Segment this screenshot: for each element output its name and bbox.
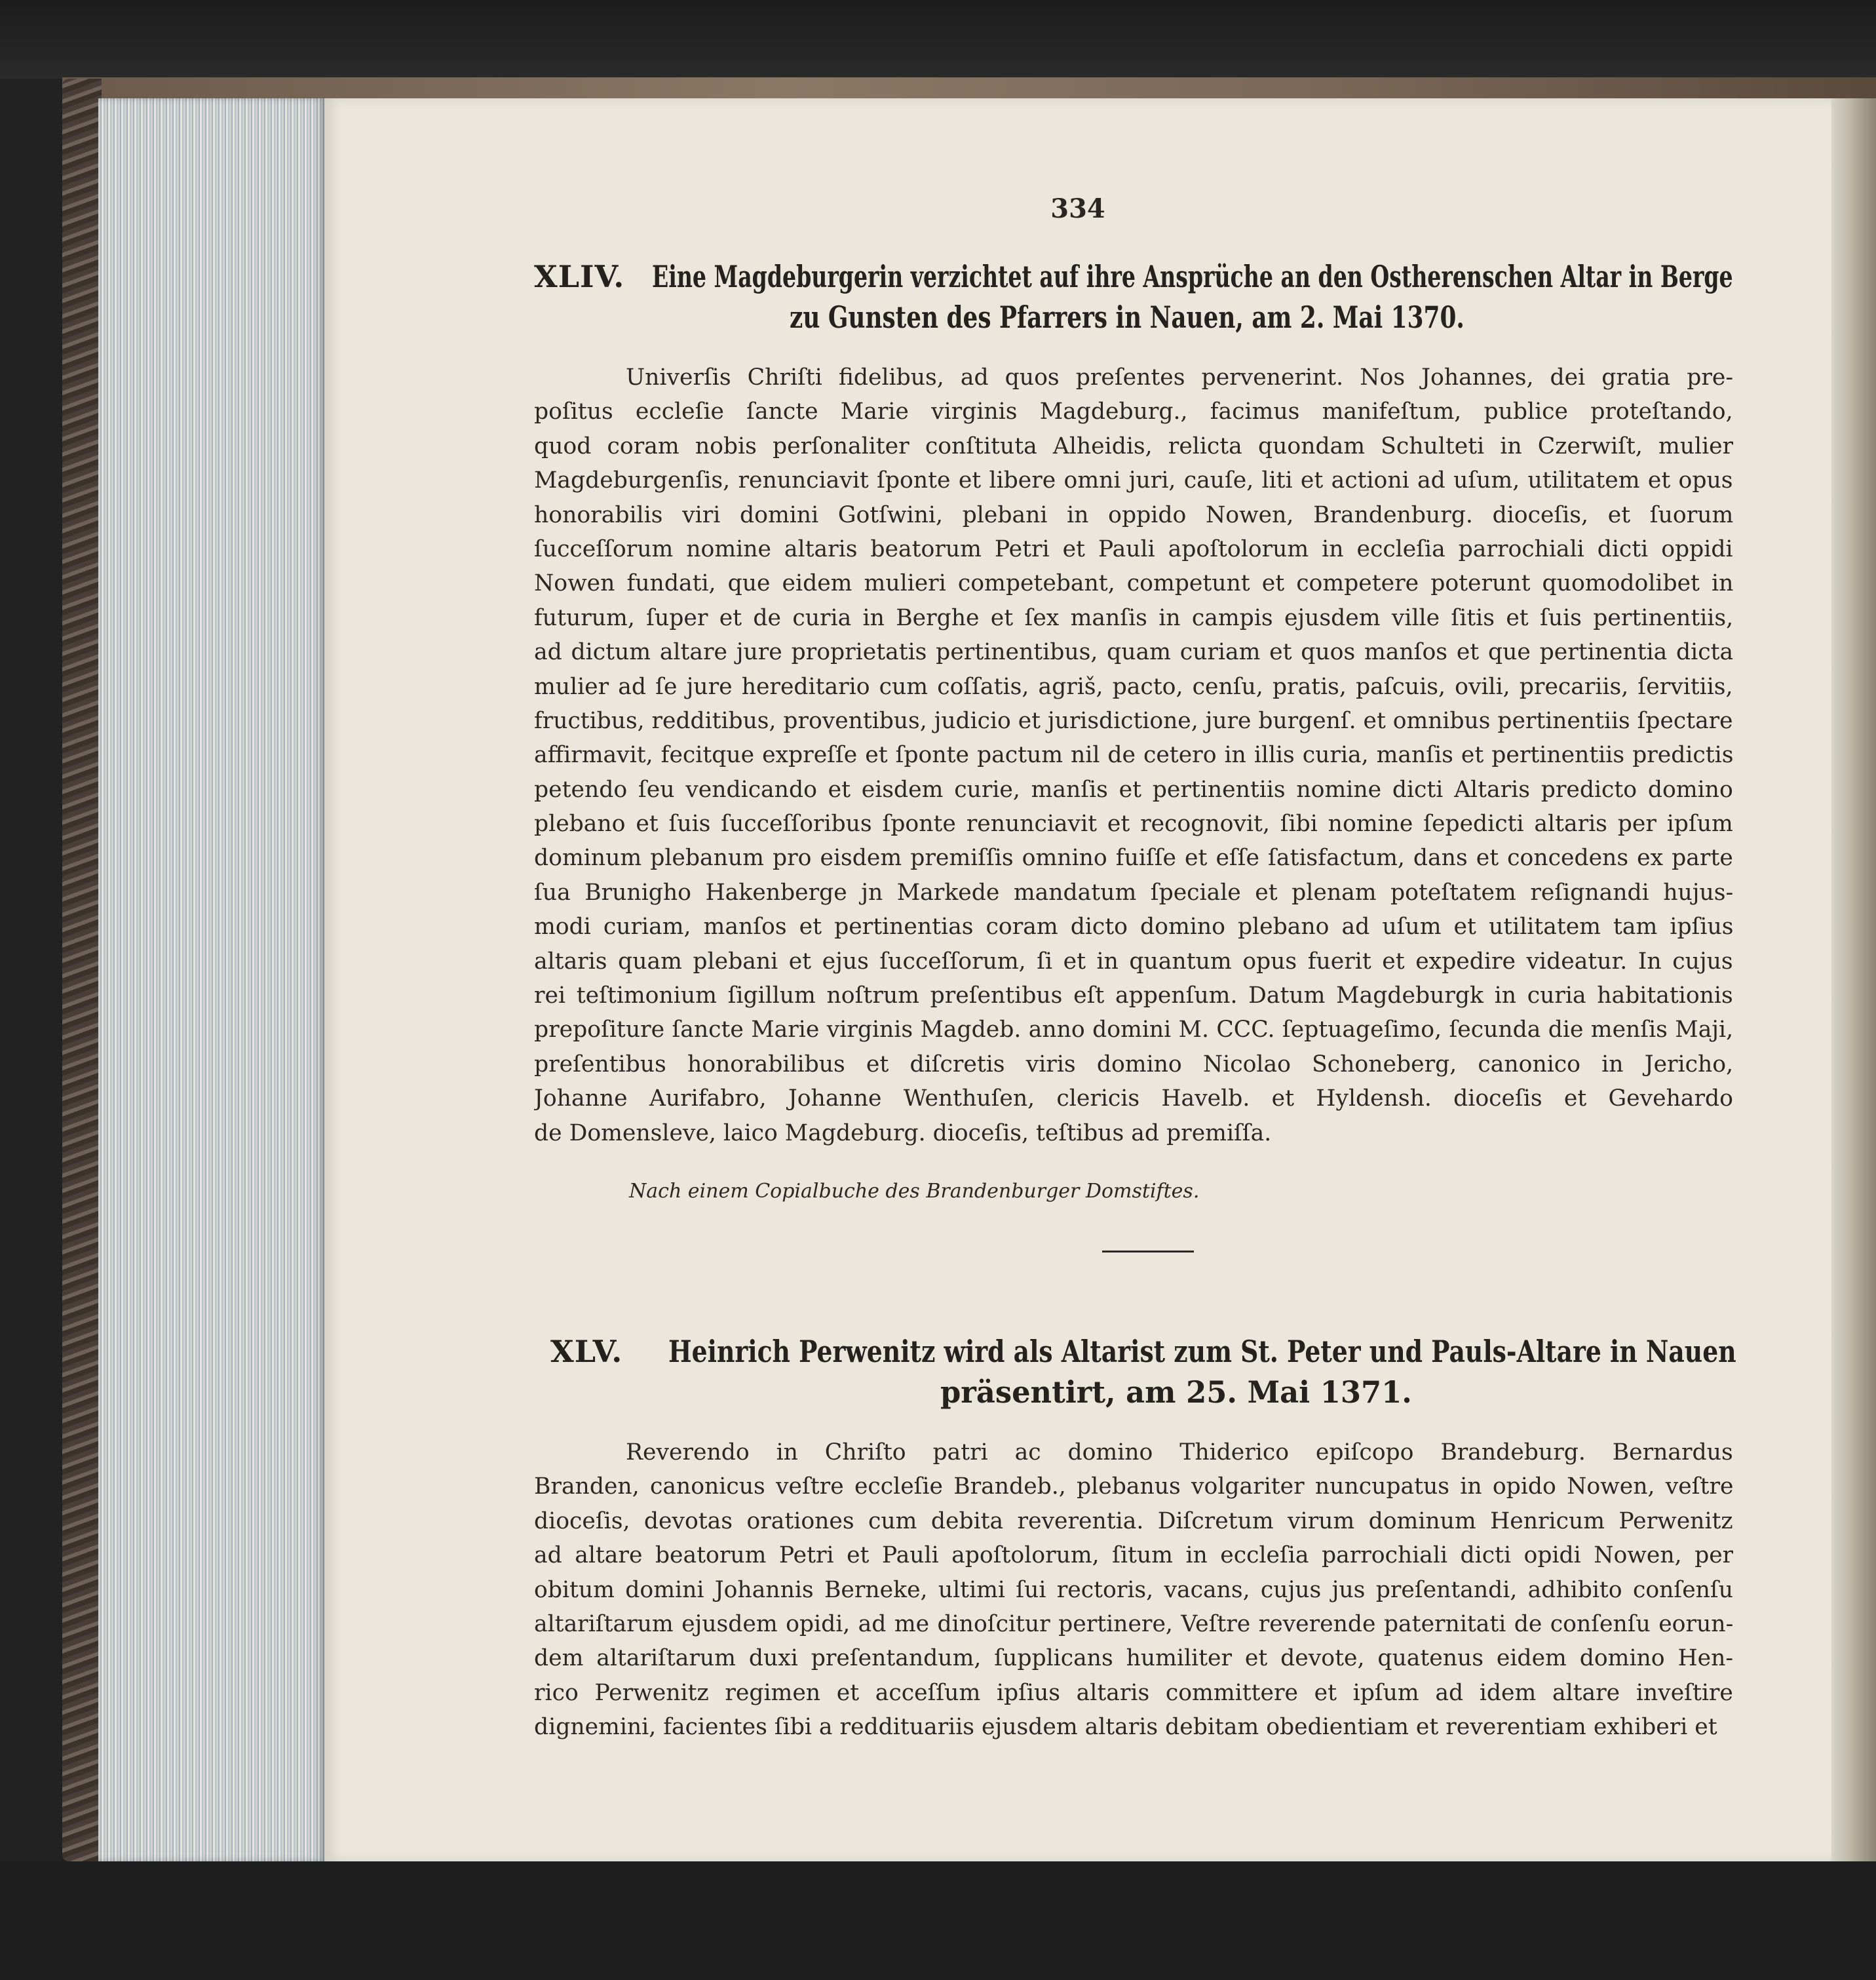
doc2-text (534, 1435, 1733, 1745)
page-block-edges (98, 98, 324, 1861)
section-divider (1102, 1251, 1194, 1252)
doc2-number: XLV. (550, 1334, 623, 1369)
doc1-text-line: plebano et ſuis ſucceſſoribus ſponte renunciavit et recognovit, ſibi nomine ſepedicti altaris per ipſum (534, 811, 1733, 838)
doc1-text-line: Magdeburgenſis, renunciavit ſponte et libere omni juri, cauſe, liti et actioni ad uſum, utilitatem et opus (534, 467, 1733, 494)
doc2-heading (550, 1334, 1736, 1419)
doc2-text-line: dignemini, facientes ſibi a reddituariis ejusdem altaris debitam obedientiam et reverentiam exhiberi et (534, 1714, 1717, 1741)
doc2-text-line: ad altare beatorum Petri et Pauli apoſtolorum, ſitum in eccleſia parrochiali dicti opidi Nowen, per (534, 1542, 1733, 1569)
doc2-text-line: dem altariſtarum duxi preſentandum, ſupplicans humiliter et devote, quatenus eidem domino Hen- (534, 1645, 1733, 1672)
doc2-text-line: rico Perwenitz regimen et acceſſum ipſius altaris committere et ipſum ad idem altare inveſtire (534, 1679, 1733, 1706)
doc1-title-line1: Eine Magdeburgerin verzichtet auf ihre Ansprüche an den Ostherenschen Altar in Berge (652, 259, 1733, 294)
background-bottom (0, 1861, 1876, 1980)
doc1-heading (534, 259, 1733, 344)
marbled-cover-edge (62, 79, 102, 1861)
doc1-text-line: de Domensleve, laico Magdeburg. dioceſis, teſtibus ad premiſſa. (534, 1119, 1272, 1146)
doc1-text-line: altaris quam plebani et ejus ſucceſſorum, ſi et in quantum opus fuerit et expedire videatur. In cujus (534, 948, 1733, 975)
doc1-text-line: ſua Brunigho Hakenberge jn Markede mandatum ſpeciale et plenam poteſtatem reſignandi hujus- (534, 879, 1733, 906)
doc1-text-line: futurum, ſuper et de curia in Berghe et ſex manſis in campis ejusdem ville ſitis et ſuis pertinentiis, (534, 604, 1733, 631)
doc1-text-line: ad dictum altare jure proprietatis pertinentibus, quam curiam et quos manſos et que pertinentia dicta (534, 639, 1733, 666)
doc2-text-line: Branden, canonicus veſtre eccleſie Brandeb., plebanus volgariter nuncupatus in opido Nowen, veſtre (534, 1473, 1733, 1500)
doc2-title-line2: präsentirt, am 25. Mai 1371. (940, 1374, 1412, 1410)
doc1-text-line: ſucceſſorum nomine altaris beatorum Petri et Pauli apoſtolorum in eccleſia parrochiali dicti oppidi (534, 535, 1733, 562)
doc1-text-line: modi curiam, manſos et pertinentias coram dicto domino plebano ad uſum et utilitatem tam ipſius (534, 914, 1733, 941)
doc1-text-line: Nowen fundati, que eidem mulieri competebant, competunt et competere poterunt quomodolibet in (534, 570, 1733, 597)
doc1-text-line: fructibus, redditibus, proventibus, judicio et jurisdictione, jure burgenſ. et omnibus pertinentiis ſpectare (534, 707, 1733, 734)
doc1-text-line: quod coram nobis perſonaliter conſtituta Alheidis, relicta quondam Schulteti in Czerwiſt, mulier (534, 433, 1733, 459)
doc2-text-line: Reverendo in Chriſto patri ac domino Thiderico epiſcopo Brandeburg. Bernardus (626, 1439, 1733, 1466)
doc2-text-line: dioceſis, devotas orationes cum debita reverentia. Diſcretum virum dominum Henricum Perwenitz (534, 1507, 1733, 1534)
page-number: 334 (1050, 193, 1105, 224)
doc1-text-line: honorabilis viri domini Gotſwini, plebani in oppido Nowen, Brandenburg. dioceſis, et ſuorum (534, 501, 1733, 528)
doc1-text (534, 360, 1733, 1150)
right-page-edge (1831, 98, 1876, 1861)
book-top-rim (62, 77, 1876, 101)
doc2-title-line1: Heinrich Perwenitz wird als Altarist zum St. Peter und Pauls-Altare in Nauen (668, 1334, 1736, 1369)
background-top (0, 0, 1876, 79)
doc1-title-line2: zu Gunsten des Pfarrers in Nauen, am 2. Mai 1370. (790, 300, 1464, 335)
doc1-text-line: prepoſiture ſancte Marie virginis Magdeb. anno domini M. CCC. ſeptuageſimo, ſecunda die menſis Maji, (534, 1017, 1733, 1043)
doc1-text-line: mulier ad ſe jure hereditario cum coſſatis, agriš, pacto, cenſu, pratis, paſcuis, ovili, precariis, ſervitiis, (534, 673, 1733, 700)
doc1-text-line: dominum plebanum pro eisdem premiſſis omnino fuiſſe et eſſe ſatisfactum, dans et concedens ex parte (534, 845, 1733, 872)
doc1-source-note: Nach einem Copialbuche des Brandenburger Domstiftes. (629, 1180, 1200, 1203)
doc1-text-line: Univerſis Chriſti fidelibus, ad quos preſentes pervenerint. Nos Johannes, dei gratia pre- (626, 364, 1733, 391)
doc1-number: XLIV. (534, 259, 625, 294)
doc1-text-line: rei teſtimonium ſigillum noſtrum preſentibus eſt appenſum. Datum Magdeburgk in curia habitationis (534, 982, 1733, 1009)
doc2-text-line: obitum domini Johannis Berneke, ultimi ſui rectoris, vacans, cujus jus preſentandi, adhibito conſenſu (534, 1576, 1733, 1603)
doc1-text-line: preſentibus honorabilibus et diſcretis viris domino Nicolao Schoneberg, canonico in Jericho, (534, 1051, 1733, 1077)
doc1-text-line: Johanne Aurifabro, Johanne Wenthuſen, clericis Havelb. et Hyldensh. dioceſis et Gevehardo (534, 1085, 1733, 1112)
doc1-text-line: affirmavit, fecitque expreſſe et ſponte pactum nil de cetero in illis curia, manſis et pertinentiis predictis (534, 742, 1733, 769)
doc2-text-line: altariſtarum ejusdem opidi, ad me dinoſcitur pertinere, Veſtre reverende paternitati de conſenſu eorun- (534, 1610, 1733, 1637)
doc1-text-line: petendo ſeu vendicando et eisdem curie, manſis et pertinentiis nomine dicti Altaris predicto domino (534, 776, 1733, 803)
doc1-text-line: poſitus eccleſie ſancte Marie virginis Magdeburg., facimus manifeſtum, publice proteſtando, (534, 398, 1733, 425)
book-page (324, 98, 1831, 1861)
